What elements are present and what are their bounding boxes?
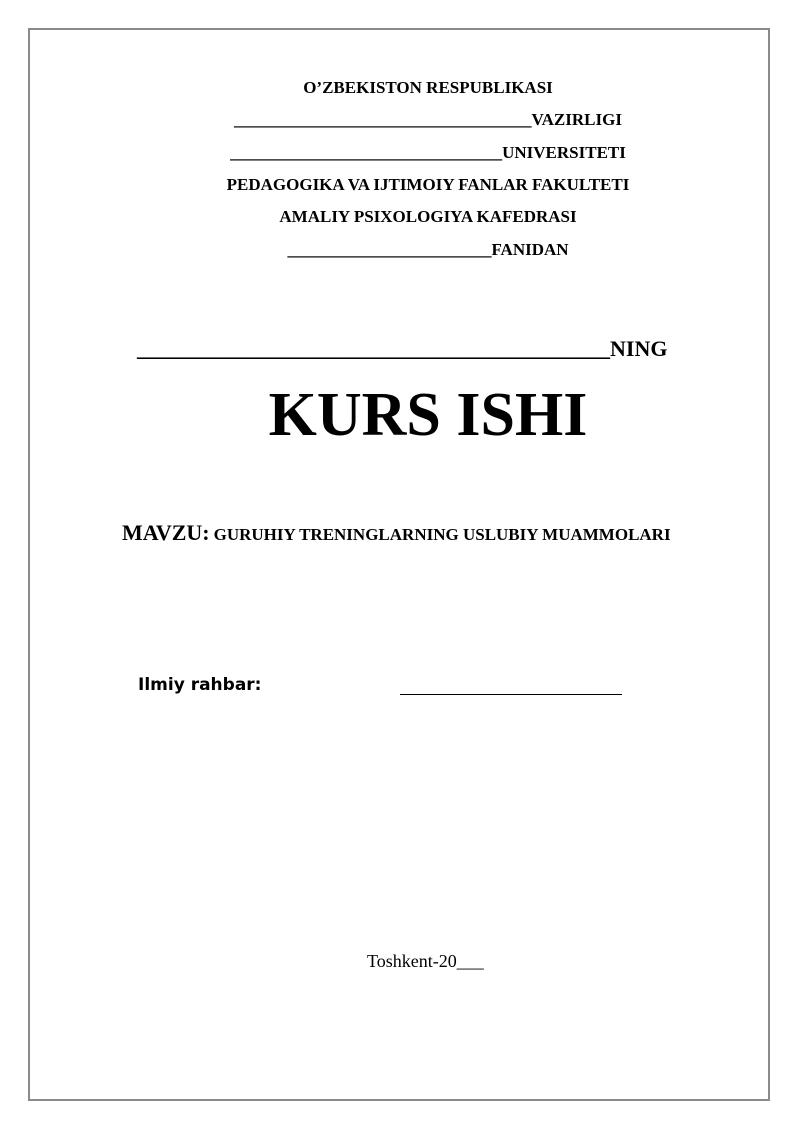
topic-value: GURUHIY TRENINGLARNING USLUBIY MUAMMOLARI <box>213 525 671 544</box>
supervisor-label: Ilmiy rahbar: <box>138 675 262 695</box>
topic-line <box>122 520 671 546</box>
place-year: Toshkent-20___ <box>367 951 484 971</box>
department-line: AMALIY PSIXOLOGIYA KAFEDRASI <box>279 207 577 226</box>
topic-label: MAVZU: <box>122 520 210 545</box>
university-line: ________________________________UNIVERSITETI <box>230 143 626 162</box>
ministry-line: ___________________________________VAZIRLIGI <box>234 110 622 129</box>
supervisor-signature-line <box>400 694 622 695</box>
republic-heading: O’ZBEKISTON RESPUBLIKASI <box>303 78 553 97</box>
document-title: KURS ISHI <box>268 381 588 449</box>
student-name-line: ___________________________________________NING <box>137 336 668 361</box>
subject-line: ________________________FANIDAN <box>287 240 569 259</box>
faculty-line: PEDAGOGIKA VA IJTIMOIY FANLAR FAKULTETI <box>226 175 630 194</box>
